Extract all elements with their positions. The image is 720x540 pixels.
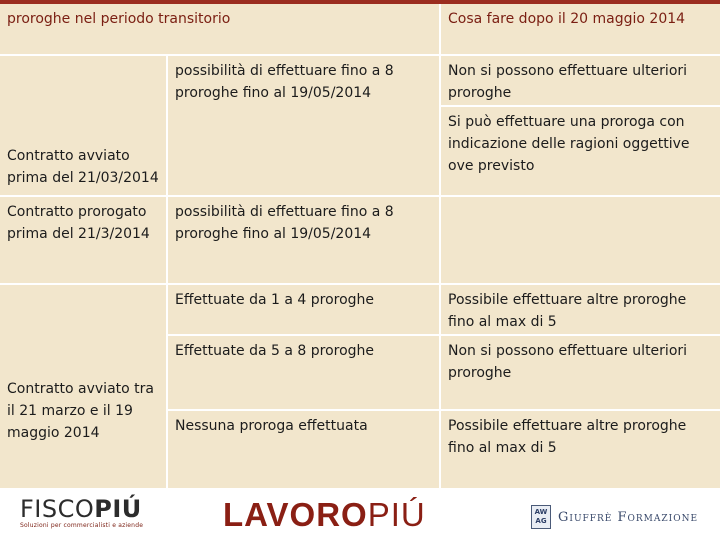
row3-right-c-cell — [441, 411, 720, 488]
row2-label: Contratto prorogato prima del 21/3/2014 — [7, 204, 150, 242]
header-right-text: Cosa fare dopo il 20 maggio 2014 — [448, 11, 686, 27]
row3-right-a-text: Possibile effettuare altre proroghe fino al max di 5 — [448, 292, 687, 330]
row3-middle-a-cell — [168, 285, 439, 334]
row1-middle-text: possibilità di effettuare fino a 8 proroghe fino al 19/05/2014 — [175, 63, 394, 101]
row3-right-b-text: Non si possono effettuare ulteriori proroghe — [448, 343, 688, 381]
row1-right-b-text: Si può effettuare una proroga con indicazione delle ragioni oggettive ove previsto — [448, 114, 690, 174]
row1-right-b-cell — [441, 107, 720, 195]
row1-label-cell — [0, 56, 166, 195]
row3-middle-b-text: Effettuate da 5 a 8 proroghe — [175, 343, 375, 359]
row3-middle-a-text: Effettuate da 1 a 4 proroghe — [175, 292, 375, 308]
row2-middle-cell — [168, 197, 439, 283]
header-left-text: proroghe nel periodo transitorio — [7, 11, 231, 27]
fiscopiu-wordmark — [20, 496, 143, 522]
fiscopiu-logo — [20, 496, 143, 530]
row3-right-a-cell — [441, 285, 720, 334]
giuffre-emblem-bottom: AG — [535, 517, 547, 525]
row1-label: Contratto avviato prima del 21/03/2014 — [7, 148, 159, 186]
row1-right-a-cell — [441, 56, 720, 105]
lavoropiu-piu: PIÚ — [367, 496, 426, 533]
row3-label-cell — [0, 285, 166, 488]
lavoropiu-logo — [223, 495, 426, 535]
row3-middle-b-cell — [168, 336, 439, 409]
row1-middle-cell — [168, 56, 439, 195]
row3-right-b-cell — [441, 336, 720, 409]
giuffre-emblem-icon — [531, 505, 551, 529]
header-left-cell — [0, 4, 439, 54]
fiscopiu-tagline: Soluzioni per commercialisti e aziende — [20, 522, 144, 529]
giuffre-logo — [531, 505, 698, 529]
row3-right-c-text: Possibile effettuare altre proroghe fino al max di 5 — [448, 418, 687, 456]
row3-middle-c-cell — [168, 411, 439, 488]
row2-label-cell — [0, 197, 166, 283]
row3-label: Contratto avviato tra il 21 marzo e il 19 maggio 2014 — [7, 380, 154, 441]
giuffre-emblem-top: AW — [534, 508, 548, 516]
header-right-cell — [441, 4, 720, 54]
row2-right-cell — [441, 197, 720, 283]
row2-middle-text: possibilità di effettuare fino a 8 proroghe fino al 19/05/2014 — [175, 204, 394, 242]
giuffre-wordmark: Giuffrè Formazione — [558, 509, 699, 525]
lavoropiu-name: LAVORO — [223, 496, 368, 533]
row3-middle-c-text: Nessuna proroga effettuata — [175, 418, 368, 434]
fiscopiu-piu: PIÚ — [94, 495, 142, 523]
fiscopiu-name: FISCO — [20, 495, 95, 523]
row1-right-a-text: Non si possono effettuare ulteriori proroghe — [448, 63, 688, 101]
